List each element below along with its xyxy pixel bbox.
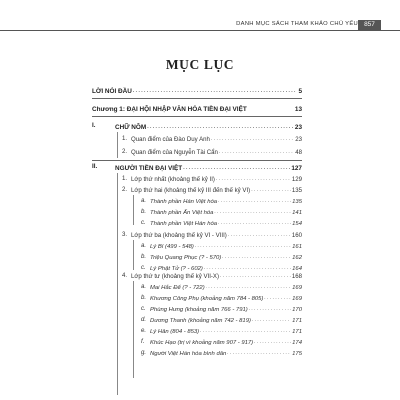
- leader-dots: [228, 231, 291, 239]
- divider: [92, 116, 302, 117]
- indent-rule: [117, 173, 118, 395]
- leader-dots: [133, 87, 298, 95]
- toc-entry: [131, 174, 302, 183]
- toc-entry: [150, 282, 302, 291]
- toc-entry: [150, 293, 302, 302]
- toc-entry-page: 164: [292, 266, 302, 272]
- indent-rule: [133, 281, 134, 378]
- item-number: 1.: [122, 135, 128, 142]
- indent-rule: [117, 132, 118, 158]
- toc-entry-label: Thành phần Hán Việt hóa: [150, 199, 218, 205]
- divider: [92, 160, 302, 161]
- toc-entry-page: 154: [292, 221, 302, 227]
- leader-dots: [183, 164, 290, 172]
- subitem-letter: a.: [141, 283, 147, 290]
- toc-entry-label: Khương Công Phụ (khoảng năm 784 - 805): [150, 296, 264, 302]
- toc-entry: [131, 134, 302, 143]
- running-head-page-number: 857: [358, 20, 381, 30]
- toc-entry: [150, 207, 302, 216]
- leader-dots: [249, 305, 291, 313]
- toc-entry-page: 171: [292, 318, 302, 324]
- subitem-letter: e.: [141, 327, 147, 334]
- toc-entry: [150, 252, 302, 261]
- toc-entry-label: NGƯỜI TIỀN ĐẠI VIỆT: [115, 165, 183, 172]
- toc-entry-page: 48: [295, 149, 302, 156]
- subitem-letter: f.: [141, 338, 145, 345]
- leader-dots: [227, 349, 291, 357]
- leader-dots: [252, 316, 291, 324]
- leader-dots: [222, 253, 291, 261]
- toc-entry: [150, 304, 302, 313]
- leader-dots: [147, 123, 294, 131]
- section-number: II.: [92, 163, 98, 170]
- subitem-letter: c.: [141, 264, 146, 271]
- toc-entry-page: 162: [292, 255, 302, 261]
- section-number: I.: [92, 122, 96, 129]
- subitem-letter: c.: [141, 219, 146, 226]
- item-number: 1.: [122, 175, 128, 182]
- leader-dots: [200, 327, 291, 335]
- toc-entry-page: 141: [292, 210, 302, 216]
- toc-entry: [92, 86, 302, 95]
- toc-entry-page: 170: [292, 307, 302, 313]
- toc-entry-page: 161: [292, 244, 302, 250]
- subitem-letter: b.: [141, 253, 147, 260]
- toc-entry: [131, 147, 302, 156]
- leader-dots: [195, 242, 291, 250]
- toc-entry-page: 5: [298, 88, 302, 95]
- toc-entry: [150, 326, 302, 335]
- page-title: MỤC LỤC: [165, 57, 235, 72]
- subitem-letter: g.: [141, 349, 147, 356]
- toc-entry-label: Lớp thứ nhất (khoảng thế kỷ II): [131, 176, 215, 183]
- item-number: 2.: [122, 186, 128, 193]
- toc-entry-label: LỜI NÓI ĐẦU: [92, 88, 132, 95]
- indent-rule: [133, 240, 134, 270]
- toc-entry: [150, 337, 302, 346]
- leader-dots: [254, 338, 291, 346]
- toc-entry: [150, 348, 302, 357]
- toc-entry-label: Chương 1: ĐẠI HỘI NHẬP VĂN HÓA TIỀN ĐẠI VIỆT: [92, 106, 247, 113]
- leader-dots: [218, 219, 291, 227]
- toc-entry: [131, 185, 302, 194]
- toc-entry: [150, 241, 302, 250]
- toc-entry-label: Lý Bí (499 - 548): [150, 244, 194, 250]
- leader-dots: [220, 272, 291, 280]
- item-number: 3.: [122, 231, 128, 238]
- toc-entry-page: 171: [292, 329, 302, 335]
- toc-entry: [150, 315, 302, 324]
- leader-dots: [251, 186, 291, 194]
- toc-entry-label: Triệu Quang Phục (? - 570): [150, 255, 222, 261]
- item-number: 4.: [122, 272, 128, 279]
- toc-entry: [150, 196, 302, 205]
- toc-entry-label: Dương Thanh (khoảng năm 742 - 819): [150, 318, 251, 324]
- toc-entry: [115, 122, 302, 131]
- toc-entry-page: 175: [292, 351, 302, 357]
- toc-entry-page: 13: [294, 106, 302, 113]
- subitem-letter: a.: [141, 197, 147, 204]
- toc-entry: [131, 230, 302, 239]
- toc-entry-page: 129: [291, 176, 302, 183]
- leader-dots: [214, 208, 291, 216]
- toc-entry-page: 169: [292, 285, 302, 291]
- toc-entry-page: 174: [292, 340, 302, 346]
- leader-dots: [206, 283, 291, 291]
- toc-entry-label: Thành phần Việt Hán hóa: [150, 221, 218, 227]
- toc-entry-label: Phùng Hưng (khoảng năm 766 - 791): [150, 307, 248, 313]
- toc-entry: [115, 163, 302, 172]
- indent-rule: [133, 195, 134, 225]
- toc-entry-label: Lý Hân (804 - 853): [150, 329, 200, 335]
- leader-dots: [219, 148, 294, 156]
- toc-entry-page: 135: [292, 199, 302, 205]
- running-head-title: DANH MỤC SÁCH THAM KHẢO CHỦ YẾU: [236, 21, 358, 27]
- toc-entry: [150, 218, 302, 227]
- item-number: 2.: [122, 148, 128, 155]
- subitem-letter: c.: [141, 305, 146, 312]
- toc-entry-label: Quan điểm của Đào Duy Anh: [131, 136, 210, 143]
- toc-entry-page: 169: [292, 296, 302, 302]
- subitem-letter: b.: [141, 208, 147, 215]
- subitem-letter: a.: [141, 242, 147, 249]
- toc-entry-page: 23: [294, 124, 302, 131]
- toc-entry-page: 160: [291, 232, 302, 239]
- toc-entry-page: 135: [291, 187, 302, 194]
- toc-entry-label: Thành phần Ấn Việt hóa: [150, 210, 214, 216]
- toc-entry: [131, 271, 302, 280]
- toc-entry-label: Khúc Hạo (trị vì khoảng năm 907 - 917): [150, 340, 254, 346]
- leader-dots: [211, 135, 294, 143]
- toc-entry-label: Mai Hắc Đế (? - 722): [150, 285, 205, 291]
- divider: [92, 98, 302, 99]
- leader-dots: [216, 175, 291, 183]
- toc-entry-label: Người Việt Hán hóa bình dân: [150, 351, 227, 357]
- toc-entry-page: 23: [295, 136, 302, 143]
- toc-entry-label: Quan điểm của Nguyễn Tài Cẩn: [131, 149, 218, 156]
- leader-dots: [264, 294, 291, 302]
- subitem-letter: d.: [141, 316, 147, 323]
- toc-entry-label: CHỮ NÔM: [115, 124, 147, 131]
- running-head-rule: [0, 30, 400, 31]
- toc-entry-label: Lý Phật Tử (? - 602): [150, 266, 203, 272]
- toc-entry-label: Lớp thứ ba (khoảng thế kỷ VI - VIII): [131, 232, 227, 239]
- toc-entry-label: Lớp thứ hai (khoảng thế kỷ III đến thế kỷ VI): [131, 187, 251, 194]
- subitem-letter: b.: [141, 294, 147, 301]
- toc-entry-page: 168: [291, 273, 302, 280]
- toc-entry-page: 127: [291, 165, 302, 172]
- toc-entry: [92, 104, 302, 113]
- toc-entry-label: Lớp thứ tư (khoảng thế kỷ VII-X): [131, 273, 220, 280]
- leader-dots: [218, 197, 291, 205]
